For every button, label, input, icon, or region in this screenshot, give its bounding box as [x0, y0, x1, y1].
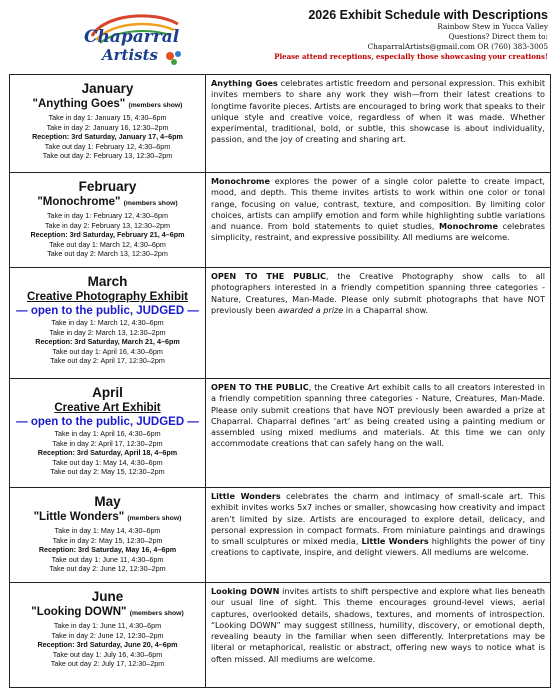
chaparral-artists-logo [74, 10, 194, 68]
month-heading: January [81, 81, 134, 96]
take-out-date: Take out day 1: February 12, 4:30–6pm [44, 141, 171, 151]
reception-date: Reception: 3rd Saturday, February 21, 4–6pm [30, 230, 185, 240]
theme-title: Creative Art Exhibit [54, 402, 161, 414]
table-row [10, 173, 551, 268]
take-out-date: Take out day 2: June 12, 12:30–2pm [49, 564, 166, 574]
month-heading: February [78, 179, 137, 194]
take-out-date: Take out day 1: March 12, 4:30–6pm [49, 239, 166, 249]
take-out-date: Take out day 1: July 16, 4:30–6pm [52, 649, 163, 659]
svg-text:Artists: Artists [102, 46, 158, 64]
page-header [12, 6, 548, 70]
document-title: 2026 Exhibit Schedule with Descriptions [308, 8, 548, 22]
description-cell: Anything Goes celebrates artistic freedom and personal expression. This exhibit invites members to share any work they wish—from their latest creations to longtime favorite pieces. Artists are encouraged to bring work that speaks to their unique style and creative voice, regardless of when it was made. Whether experimental, traditional, bold, or subtle, this showcase is about individuality, passion, and the joy of creating and sharing art. [206, 75, 551, 173]
month-heading: April [92, 385, 123, 400]
theme-title: "Little Wonders" (members show) [33, 511, 182, 523]
take-out-date: Take out day 2: February 13, 12:30–2pm [42, 151, 173, 161]
theme-title: "Anything Goes" (members show) [32, 98, 183, 110]
take-in-date: Take in day 2: April 17, 12:30–2pm [52, 438, 163, 448]
take-in-date: Take in day 1: January 15, 4:30–6pm [48, 113, 167, 122]
schedule-cell [10, 268, 206, 379]
month-heading: May [94, 494, 121, 509]
theme-title: Creative Photography Exhibit [26, 291, 189, 303]
description-cell: Looking DOWN invites artists to shift perspective and explore what lies beneath our usual line of sight. This theme encourages ground-level views, aerial captures, overlooked details, shadows, textures, and moments of introspection. “Looking DOWN” may suggest stillness, humility, discovery, or emotional depth, revealing beauty in the familiar when seen differently. Interpretations may be literal or metaphorical, realistic or abstract, offering new ways to notice what is often missed. All mediums are welcome. [206, 583, 551, 688]
take-in-date: Take in day 1: June 11, 4:30–6pm [53, 621, 162, 630]
take-out-date: Take out day 2: July 17, 12:30–2pm [50, 659, 165, 669]
month-heading: June [91, 589, 124, 604]
questions-label: Questions? Direct them to: [448, 32, 548, 41]
take-out-date: Take out day 1: April 16, 4:30–6pm [52, 346, 163, 356]
schedule-cell [10, 583, 206, 688]
schedule-cell [10, 379, 206, 488]
take-out-date: Take out day 2: March 13, 12:30–2pm [47, 249, 168, 259]
table-row [10, 379, 551, 488]
judged-note: — open to the public, JUDGED — [16, 305, 199, 317]
table-row [10, 268, 551, 379]
take-out-date: Take out day 2: May 15, 12:30–2pm [50, 467, 165, 477]
reception-date: Reception: 3rd Saturday, May 16, 4–6pm [38, 545, 177, 555]
venue: Rainbow Stew in Yucca Valley [437, 22, 548, 31]
take-in-date: Take in day 1: April 16, 4:30–6pm [54, 429, 161, 438]
theme-title: "Monochrome" (members show) [37, 196, 178, 208]
judged-note: — open to the public, JUDGED — [16, 416, 199, 428]
take-in-date: Take in day 1: February 12, 4:30–6pm [46, 211, 169, 220]
schedule-cell [10, 488, 206, 583]
table-row [10, 583, 551, 688]
take-in-date: Take in day 2: May 15, 12:30–2pm [52, 535, 163, 545]
reception-notice: Please attend receptions, especially those showcasing your creations! [274, 52, 548, 61]
take-in-date: Take in day 1: May 14, 4:30–6pm [54, 526, 161, 535]
take-out-date: Take out day 1: May 14, 4:30–6pm [52, 457, 163, 467]
take-in-date: Take in day 2: March 13, 12:30–2pm [49, 327, 166, 337]
contact-info[interactable]: ChaparralArtists@gmail.com OR (760) 383-3005 [367, 42, 548, 51]
table-row [10, 488, 551, 583]
description-cell: Monochrome explores the power of a single color palette to create impact, mood, and depth. This theme invites artists to work within one color or tonal range, focusing on value, contrast, texture, and composition. By limiting color choices, artists can amplify emotion and form while highlighting subtle variations and nuance. From bold statements to quiet studies, Monochrome celebrates simplicity, restraint, and expressive possibility. All mediums are welcome. [206, 173, 551, 268]
schedule-cell [10, 173, 206, 268]
reception-date: Reception: 3rd Saturday, April 18, 4–6pm [37, 448, 178, 458]
description-cell: OPEN TO THE PUBLIC, the Creative Photography show calls to all photographers interested in a friendly competition spanning three categories - Nature, Creatures, Man-Made. Please only submit photographs that have NOT previously been awarded a prize in a Chaparral show. [206, 268, 551, 379]
take-out-date: Take out day 1: June 11, 4:30–6pm [51, 554, 164, 564]
description-cell: OPEN TO THE PUBLIC, the Creative Art exhibit calls to all creators interested in a friendly competition spanning three categories - Nature, Creatures, Man-Made. Please only submit creations that have NOT previously been awarded a prize at Chaparral. Chaparral defines ‘art’ as being created using a painting medium or assembled using mixed mediums and materials. At this time we can only accommodate creations that can safely hang on the wall. [206, 379, 551, 488]
schedule-cell [10, 75, 206, 173]
theme-title: "Looking DOWN" (members show) [31, 606, 184, 618]
take-out-date: Take out day 2: April 17, 12:30–2pm [50, 356, 165, 366]
exhibit-schedule-table [9, 74, 551, 688]
reception-date: Reception: 3rd Saturday, January 17, 4–6pm [32, 132, 183, 142]
table-row [10, 75, 551, 173]
take-in-date: Take in day 2: January 16, 12:30–2pm [46, 122, 169, 132]
description-cell: Little Wonders celebrates the charm and intimacy of small-scale art. This exhibit invites works 5x7 inches or smaller, showcasing how creativity and impact aren’t limited by size. Artists are encouraged to explore detail, delicacy, and personal expression in compact formats. From miniature paintings and drawings to small sculptures or mixed media, Little Wonders highlights the power of tiny creations to captivate, inspire, and delight viewers. All mediums are welcome. [206, 488, 551, 583]
reception-date: Reception: 3rd Saturday, March 21, 4–6pm [35, 337, 180, 347]
month-heading: March [87, 274, 128, 289]
take-in-date: Take in day 2: June 12, 12:30–2pm [51, 630, 164, 640]
svg-text:Chaparral: Chaparral [84, 27, 180, 47]
reception-date: Reception: 3rd Saturday, June 20, 4–6pm [37, 640, 178, 650]
take-in-date: Take in day 2: February 13, 12:30–2pm [44, 220, 171, 230]
take-in-date: Take in day 1: March 12, 4:30–6pm [51, 318, 164, 327]
